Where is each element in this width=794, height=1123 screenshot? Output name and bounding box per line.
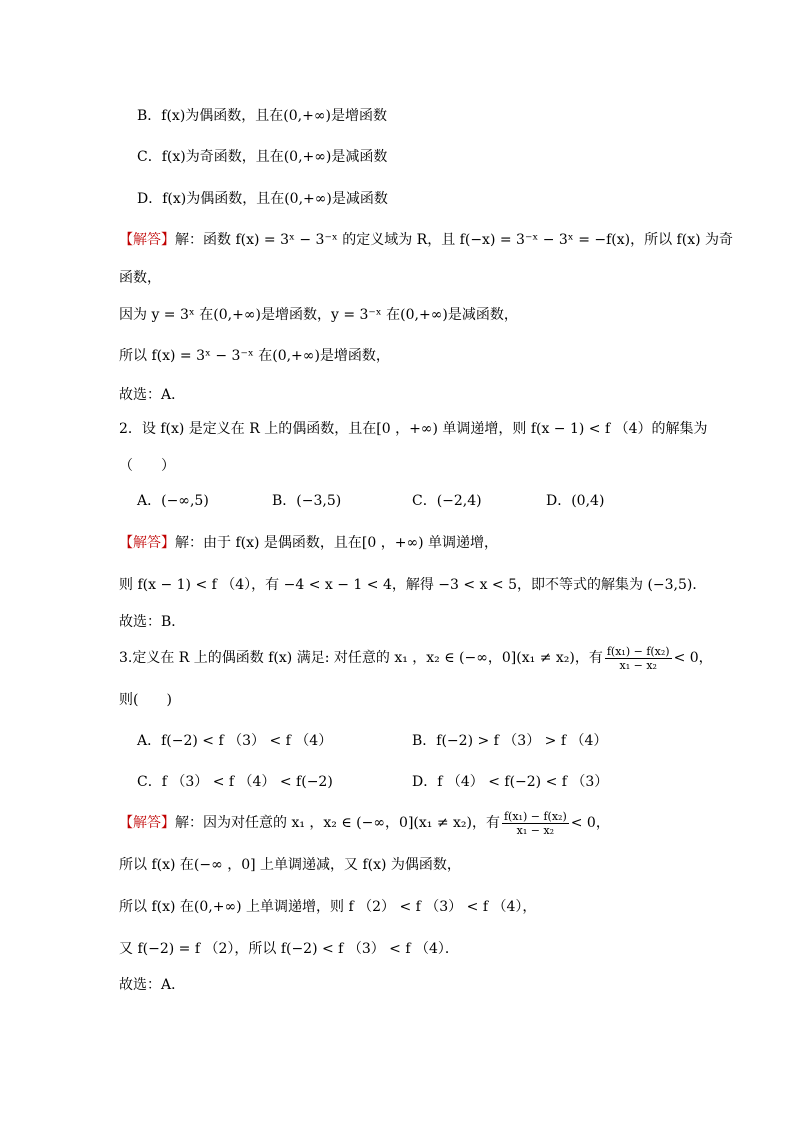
q2-option-b: B．(−3,5): [272, 493, 342, 509]
q3-option-d: D．f （4） < f(−2) < f （3）: [412, 774, 609, 790]
q3-solution-line3: 所以 f(x) 在(0,+∞) 上单调递增，则 f （2） < f （3） < f （4），: [119, 899, 537, 915]
solution-tag: 【解答】: [119, 535, 175, 551]
q2-option-c: C．(−2,4): [412, 493, 482, 509]
q1-answer: 故选：A．: [119, 387, 186, 403]
q3-solution-line1: 【解答】解：因为对任意的 x₁ ，x₂ ∈ (−∞，0](x₁ ≠ x₂)，有 $\frac{\text{f(x₁) − f(x₂)}}{\text{x₁ − x₂}}$ < 0，: [119, 809, 610, 837]
q1-option-d: D．f(x)为偶函数，且在(0,+∞)是减函数: [137, 191, 388, 207]
q3-solution-line4: 又 f(−2) = f （2），所以 f(−2) < f （3） < f （4）．: [119, 941, 459, 957]
q1-solution-line2: 函数，: [119, 270, 161, 286]
q3-stem-line1: 3.定义在 R 上的偶函数 f(x) 满足: 对任意的 x₁ ，x₂ ∈ (−∞，0](x₁ ≠ x₂)，有 $\frac{\text{f(x₁) − f(x₂)}}{\text{x₁ − x₂}}$ < 0，: [119, 644, 713, 672]
q2-solution-line2: 则 f(x − 1) < f （4），有 −4 < x − 1 < 4，解得 −3 < x < 5，即不等式的解集为 (−3,5)．: [119, 577, 707, 593]
q1-solution-line1: 【解答】解：函数 f(x) = 3ˣ − 3⁻ˣ 的定义域为 R，且 f(−x) = 3⁻ˣ − 3ˣ = −f(x)，所以 f(x) 为奇: [119, 232, 734, 248]
q2-solution-line1: 【解答】解：由于 f(x) 是偶函数，且在[0 ，+∞) 单调递增，: [119, 535, 499, 551]
q2-stem-line1: 2．设 f(x) 是定义在 R 上的偶函数，且在[0 ，+∞) 单调递增，则 f(x − 1) < f （4）的解集为: [119, 421, 708, 437]
q2-option-d: D．(0,4): [546, 493, 605, 509]
q3-stem-line2: 则( ): [119, 692, 172, 708]
q3-answer: 故选：A．: [119, 977, 186, 993]
solution-tag: 【解答】: [119, 232, 175, 248]
q2-stem-line2: （ ）: [119, 458, 175, 474]
q3-solution-line2: 所以 f(x) 在(−∞ ，0] 上单调递减，又 f(x) 为偶函数，: [119, 857, 461, 873]
q1-option-c: C．f(x)为奇函数，且在(0,+∞)是减函数: [137, 149, 388, 165]
q3-option-c: C．f （3） < f （4） < f(−2): [137, 774, 333, 790]
solution-tag: 【解答】: [119, 815, 175, 831]
q1-solution-line3: 因为 y = 3ˣ 在(0,+∞)是增函数，y = 3⁻ˣ 在(0,+∞)是减函数，: [119, 307, 518, 323]
q2-answer: 故选：B．: [119, 614, 186, 630]
fraction: $\frac{\text{f(x₁) − f(x₂)}}{\text{x₁ − x₂}}$: [503, 809, 567, 837]
q1-option-b: B．f(x)为偶函数，且在(0,+∞)是增函数: [137, 108, 387, 124]
q2-option-a: A．(−∞,5): [137, 493, 209, 509]
fraction: $\frac{\text{f(x₁) − f(x₂)}}{\text{x₁ − x₂}}$: [606, 644, 670, 672]
q3-option-a: A．f(−2) < f （3） < f （4）: [137, 733, 333, 749]
q1-solution-line4: 所以 f(x) = 3ˣ − 3⁻ˣ 在(0,+∞)是增函数，: [119, 348, 390, 364]
q3-option-b: B．f(−2) > f （3） > f （4）: [412, 733, 608, 749]
